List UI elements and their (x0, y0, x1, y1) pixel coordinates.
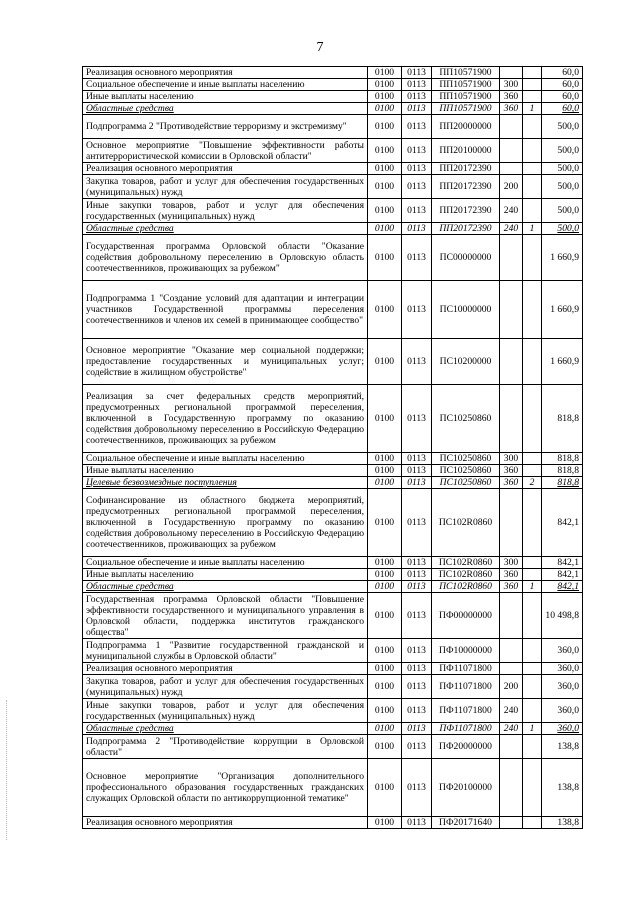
cell-section: 0100 (368, 489, 402, 557)
table-row (83, 639, 583, 663)
cell-name: Софинансирование из областного бюджета мероприятий, предусмотренных региональной программой переселения, включенной в Государственную программу по оказанию содействия добровольному переселению в Российскую Федерацию соотечественников, проживающих за рубежом (83, 489, 368, 557)
cell-expense-type (500, 385, 523, 453)
cell-target-code: ПС10000000 (432, 281, 500, 339)
cell-target-code: ПП10571900 (432, 103, 500, 115)
cell-amount: 842,1 (542, 581, 583, 593)
cell-subsection: 0113 (402, 79, 432, 91)
cell-expense-type (500, 489, 523, 557)
page-number: 7 (316, 40, 324, 55)
cell-funding-source (523, 453, 542, 465)
cell-name: Подпрограмма 2 "Противодействие терроризму и экстремизму" (83, 115, 368, 139)
cell-expense-type: 360 (500, 465, 523, 477)
cell-expense-type (500, 67, 523, 79)
cell-target-code: ПП20172390 (432, 163, 500, 175)
cell-funding-source (523, 663, 542, 675)
cell-funding-source: 1 (523, 723, 542, 735)
cell-expense-type (500, 593, 523, 639)
cell-section: 0100 (368, 735, 402, 759)
cell-subsection: 0113 (402, 199, 432, 223)
cell-funding-source: 1 (523, 103, 542, 115)
cell-section: 0100 (368, 639, 402, 663)
table-body (83, 67, 583, 829)
cell-subsection: 0113 (402, 91, 432, 103)
cell-amount: 500,0 (542, 175, 583, 199)
cell-name: Основное мероприятие "Организация дополнительного профессионального образования государственных гражданских служащих Орловской области по антикоррупционной тематике" (83, 759, 368, 817)
cell-amount: 360,0 (542, 639, 583, 663)
cell-expense-type (500, 235, 523, 281)
cell-funding-source (523, 489, 542, 557)
cell-name: Социальное обеспечение и иные выплаты населению (83, 453, 368, 465)
table-row (83, 593, 583, 639)
cell-expense-type (500, 339, 523, 385)
cell-name: Подпрограмма 1 "Создание условий для адаптации и интеграции участников Государственной программы переселения соотечественников и членов их семей в принимающее сообщество" (83, 281, 368, 339)
scan-margin-mark (6, 700, 8, 840)
cell-subsection: 0113 (402, 735, 432, 759)
cell-expense-type (500, 817, 523, 829)
cell-subsection: 0113 (402, 663, 432, 675)
cell-target-code: ПС10250860 (432, 477, 500, 489)
cell-subsection: 0113 (402, 281, 432, 339)
table-row (83, 199, 583, 223)
table-row (83, 67, 583, 79)
budget-table (82, 66, 583, 829)
cell-amount: 500,0 (542, 163, 583, 175)
cell-target-code: ПС102R0860 (432, 581, 500, 593)
cell-funding-source: 2 (523, 477, 542, 489)
cell-amount: 818,8 (542, 385, 583, 453)
cell-amount: 360,0 (542, 663, 583, 675)
cell-subsection: 0113 (402, 385, 432, 453)
cell-subsection: 0113 (402, 557, 432, 569)
table-row (83, 175, 583, 199)
cell-expense-type: 240 (500, 699, 523, 723)
cell-target-code: ПП20172390 (432, 199, 500, 223)
cell-section: 0100 (368, 759, 402, 817)
cell-subsection: 0113 (402, 115, 432, 139)
cell-section: 0100 (368, 723, 402, 735)
cell-funding-source (523, 139, 542, 163)
cell-expense-type (500, 735, 523, 759)
cell-target-code: ПФ00000000 (432, 593, 500, 639)
cell-funding-source (523, 115, 542, 139)
cell-funding-source (523, 199, 542, 223)
cell-name: Иные выплаты населению (83, 569, 368, 581)
table-row (83, 723, 583, 735)
cell-target-code: ПФ10000000 (432, 639, 500, 663)
cell-funding-source (523, 593, 542, 639)
cell-funding-source (523, 639, 542, 663)
cell-expense-type: 300 (500, 79, 523, 91)
cell-subsection: 0113 (402, 569, 432, 581)
cell-amount: 138,8 (542, 735, 583, 759)
cell-section: 0100 (368, 79, 402, 91)
cell-name: Областные средства (83, 581, 368, 593)
table-row (83, 385, 583, 453)
table-row (83, 91, 583, 103)
cell-section: 0100 (368, 67, 402, 79)
cell-section: 0100 (368, 477, 402, 489)
table-row (83, 163, 583, 175)
cell-funding-source (523, 175, 542, 199)
cell-expense-type (500, 115, 523, 139)
cell-expense-type: 200 (500, 675, 523, 699)
cell-funding-source (523, 281, 542, 339)
cell-expense-type: 240 (500, 199, 523, 223)
cell-subsection: 0113 (402, 453, 432, 465)
cell-amount: 1 660,9 (542, 339, 583, 385)
cell-funding-source (523, 759, 542, 817)
cell-name: Основное мероприятие "Повышение эффективности работы антитеррористической комиссии в Орловской области" (83, 139, 368, 163)
cell-name: Основное мероприятие "Оказание мер социальной поддержки; предоставление государственных и муниципальных услуг; содействие в жилищном обустройстве" (83, 339, 368, 385)
cell-target-code: ПФ20171640 (432, 817, 500, 829)
table-row (83, 115, 583, 139)
cell-expense-type: 200 (500, 175, 523, 199)
cell-section: 0100 (368, 593, 402, 639)
cell-amount: 138,8 (542, 759, 583, 817)
table-row (83, 663, 583, 675)
cell-target-code: ПП20100000 (432, 139, 500, 163)
cell-section: 0100 (368, 385, 402, 453)
cell-name: Подпрограмма 1 "Развитие государственной гражданской и муниципальной службы в Орловской области" (83, 639, 368, 663)
cell-subsection: 0113 (402, 489, 432, 557)
cell-name: Областные средства (83, 223, 368, 235)
cell-amount: 818,8 (542, 453, 583, 465)
cell-funding-source (523, 699, 542, 723)
cell-name: Иные закупки товаров, работ и услуг для обеспечения государственных (муниципальных) нужд (83, 699, 368, 723)
cell-name: Закупка товаров, работ и услуг для обеспечения государственных (муниципальных) нужд (83, 675, 368, 699)
cell-expense-type (500, 639, 523, 663)
cell-funding-source (523, 675, 542, 699)
cell-target-code: ПФ20000000 (432, 735, 500, 759)
cell-funding-source (523, 385, 542, 453)
cell-subsection: 0113 (402, 581, 432, 593)
cell-name: Реализация основного мероприятия (83, 163, 368, 175)
cell-funding-source: 1 (523, 223, 542, 235)
cell-target-code: ПП10571900 (432, 79, 500, 91)
table-row (83, 699, 583, 723)
cell-section: 0100 (368, 163, 402, 175)
cell-amount: 500,0 (542, 115, 583, 139)
cell-amount: 60,0 (542, 79, 583, 91)
cell-amount: 60,0 (542, 91, 583, 103)
cell-target-code: ПС00000000 (432, 235, 500, 281)
cell-section: 0100 (368, 817, 402, 829)
table-row (83, 569, 583, 581)
cell-amount: 360,0 (542, 699, 583, 723)
table-row (83, 79, 583, 91)
cell-section: 0100 (368, 663, 402, 675)
cell-expense-type: 240 (500, 723, 523, 735)
cell-amount: 500,0 (542, 199, 583, 223)
cell-funding-source (523, 735, 542, 759)
cell-name: Целевые безвозмездные поступления (83, 477, 368, 489)
cell-funding-source (523, 67, 542, 79)
cell-amount: 818,8 (542, 477, 583, 489)
cell-expense-type: 360 (500, 581, 523, 593)
cell-expense-type: 360 (500, 91, 523, 103)
table-row (83, 489, 583, 557)
cell-subsection: 0113 (402, 639, 432, 663)
cell-subsection: 0113 (402, 723, 432, 735)
cell-target-code: ПФ20100000 (432, 759, 500, 817)
cell-section: 0100 (368, 581, 402, 593)
cell-funding-source (523, 817, 542, 829)
cell-amount: 60,0 (542, 67, 583, 79)
cell-name: Иные закупки товаров, работ и услуг для обеспечения государственных (муниципальных) нужд (83, 199, 368, 223)
cell-name: Социальное обеспечение и иные выплаты населению (83, 557, 368, 569)
cell-subsection: 0113 (402, 235, 432, 281)
cell-target-code: ПП20172390 (432, 223, 500, 235)
cell-name: Социальное обеспечение и иные выплаты населению (83, 79, 368, 91)
cell-target-code: ПС102R0860 (432, 489, 500, 557)
cell-amount: 360,0 (542, 675, 583, 699)
table-row (83, 139, 583, 163)
cell-funding-source (523, 465, 542, 477)
table-row (83, 223, 583, 235)
cell-target-code: ПФ11071800 (432, 663, 500, 675)
cell-amount: 842,1 (542, 569, 583, 581)
cell-name: Иные выплаты населению (83, 91, 368, 103)
cell-name: Подпрограмма 2 "Противодействие коррупции в Орловской области" (83, 735, 368, 759)
cell-funding-source (523, 91, 542, 103)
cell-section: 0100 (368, 139, 402, 163)
cell-section: 0100 (368, 175, 402, 199)
cell-target-code: ПС10250860 (432, 465, 500, 477)
table-row (83, 759, 583, 817)
cell-subsection: 0113 (402, 817, 432, 829)
cell-section: 0100 (368, 675, 402, 699)
cell-amount: 500,0 (542, 223, 583, 235)
cell-funding-source (523, 569, 542, 581)
cell-subsection: 0113 (402, 175, 432, 199)
cell-subsection: 0113 (402, 223, 432, 235)
cell-target-code: ПС10250860 (432, 385, 500, 453)
cell-subsection: 0113 (402, 67, 432, 79)
cell-section: 0100 (368, 199, 402, 223)
cell-subsection: 0113 (402, 477, 432, 489)
cell-amount: 842,1 (542, 489, 583, 557)
cell-funding-source (523, 235, 542, 281)
cell-funding-source (523, 79, 542, 91)
cell-target-code: ПС10200000 (432, 339, 500, 385)
cell-funding-source (523, 557, 542, 569)
cell-subsection: 0113 (402, 593, 432, 639)
cell-name: Закупка товаров, работ и услуг для обеспечения государственных (муниципальных) нужд (83, 175, 368, 199)
cell-expense-type: 360 (500, 103, 523, 115)
cell-amount: 842,1 (542, 557, 583, 569)
cell-expense-type: 300 (500, 557, 523, 569)
cell-expense-type: 240 (500, 223, 523, 235)
cell-target-code: ПС102R0860 (432, 569, 500, 581)
table-row (83, 281, 583, 339)
cell-name: Областные средства (83, 723, 368, 735)
table-row (83, 557, 583, 569)
cell-section: 0100 (368, 235, 402, 281)
cell-section: 0100 (368, 569, 402, 581)
cell-subsection: 0113 (402, 103, 432, 115)
table-row (83, 735, 583, 759)
cell-name: Государственная программа Орловской области "Оказание содействия добровольному переселению в Орловскую область соотечественников, проживающих за рубежом" (83, 235, 368, 281)
cell-section: 0100 (368, 453, 402, 465)
cell-subsection: 0113 (402, 699, 432, 723)
cell-expense-type (500, 759, 523, 817)
cell-section: 0100 (368, 557, 402, 569)
cell-target-code: ПС10250860 (432, 453, 500, 465)
cell-section: 0100 (368, 465, 402, 477)
cell-expense-type: 360 (500, 569, 523, 581)
cell-funding-source: 1 (523, 581, 542, 593)
cell-amount: 360,0 (542, 723, 583, 735)
cell-target-code: ПП10571900 (432, 67, 500, 79)
table-row (83, 675, 583, 699)
table-row (83, 817, 583, 829)
cell-amount: 138,8 (542, 817, 583, 829)
cell-target-code: ПФ11071800 (432, 675, 500, 699)
cell-expense-type (500, 281, 523, 339)
cell-expense-type (500, 163, 523, 175)
table-row (83, 103, 583, 115)
table-row (83, 581, 583, 593)
cell-amount: 500,0 (542, 139, 583, 163)
cell-subsection: 0113 (402, 675, 432, 699)
cell-name: Областные средства (83, 103, 368, 115)
table-row (83, 339, 583, 385)
cell-target-code: ПФ11071800 (432, 699, 500, 723)
cell-name: Иные выплаты населению (83, 465, 368, 477)
cell-subsection: 0113 (402, 339, 432, 385)
cell-amount: 1 660,9 (542, 235, 583, 281)
cell-amount: 60,0 (542, 103, 583, 115)
cell-expense-type (500, 139, 523, 163)
cell-name: Реализация основного мероприятия (83, 817, 368, 829)
table-row (83, 465, 583, 477)
cell-name: Государственная программа Орловской области "Повышение эффективности государственного и муниципального управления в Орловской области, поддержка институтов гражданского общества" (83, 593, 368, 639)
cell-funding-source (523, 339, 542, 385)
cell-amount: 818,8 (542, 465, 583, 477)
cell-subsection: 0113 (402, 163, 432, 175)
cell-target-code: ПП10571900 (432, 91, 500, 103)
cell-funding-source (523, 163, 542, 175)
cell-expense-type: 360 (500, 477, 523, 489)
cell-section: 0100 (368, 223, 402, 235)
table-row (83, 477, 583, 489)
cell-amount: 1 660,9 (542, 281, 583, 339)
cell-target-code: ПС102R0860 (432, 557, 500, 569)
cell-section: 0100 (368, 115, 402, 139)
cell-target-code: ПП20000000 (432, 115, 500, 139)
cell-target-code: ПП20172390 (432, 175, 500, 199)
cell-section: 0100 (368, 339, 402, 385)
cell-target-code: ПФ11071800 (432, 723, 500, 735)
cell-section: 0100 (368, 281, 402, 339)
table-row (83, 235, 583, 281)
cell-subsection: 0113 (402, 465, 432, 477)
cell-section: 0100 (368, 699, 402, 723)
cell-section: 0100 (368, 91, 402, 103)
table-row (83, 453, 583, 465)
cell-amount: 10 498,8 (542, 593, 583, 639)
cell-name: Реализация основного мероприятия (83, 663, 368, 675)
cell-expense-type (500, 663, 523, 675)
cell-expense-type: 300 (500, 453, 523, 465)
cell-section: 0100 (368, 103, 402, 115)
cell-name: Реализация за счет федеральных средств мероприятий, предусмотренных региональной программой переселения, включенной в Государственную программу по оказанию содействия добровольному переселению в Российскую Федерацию соотечественников, проживающих за рубежом (83, 385, 368, 453)
cell-subsection: 0113 (402, 759, 432, 817)
cell-subsection: 0113 (402, 139, 432, 163)
cell-name: Реализация основного мероприятия (83, 67, 368, 79)
